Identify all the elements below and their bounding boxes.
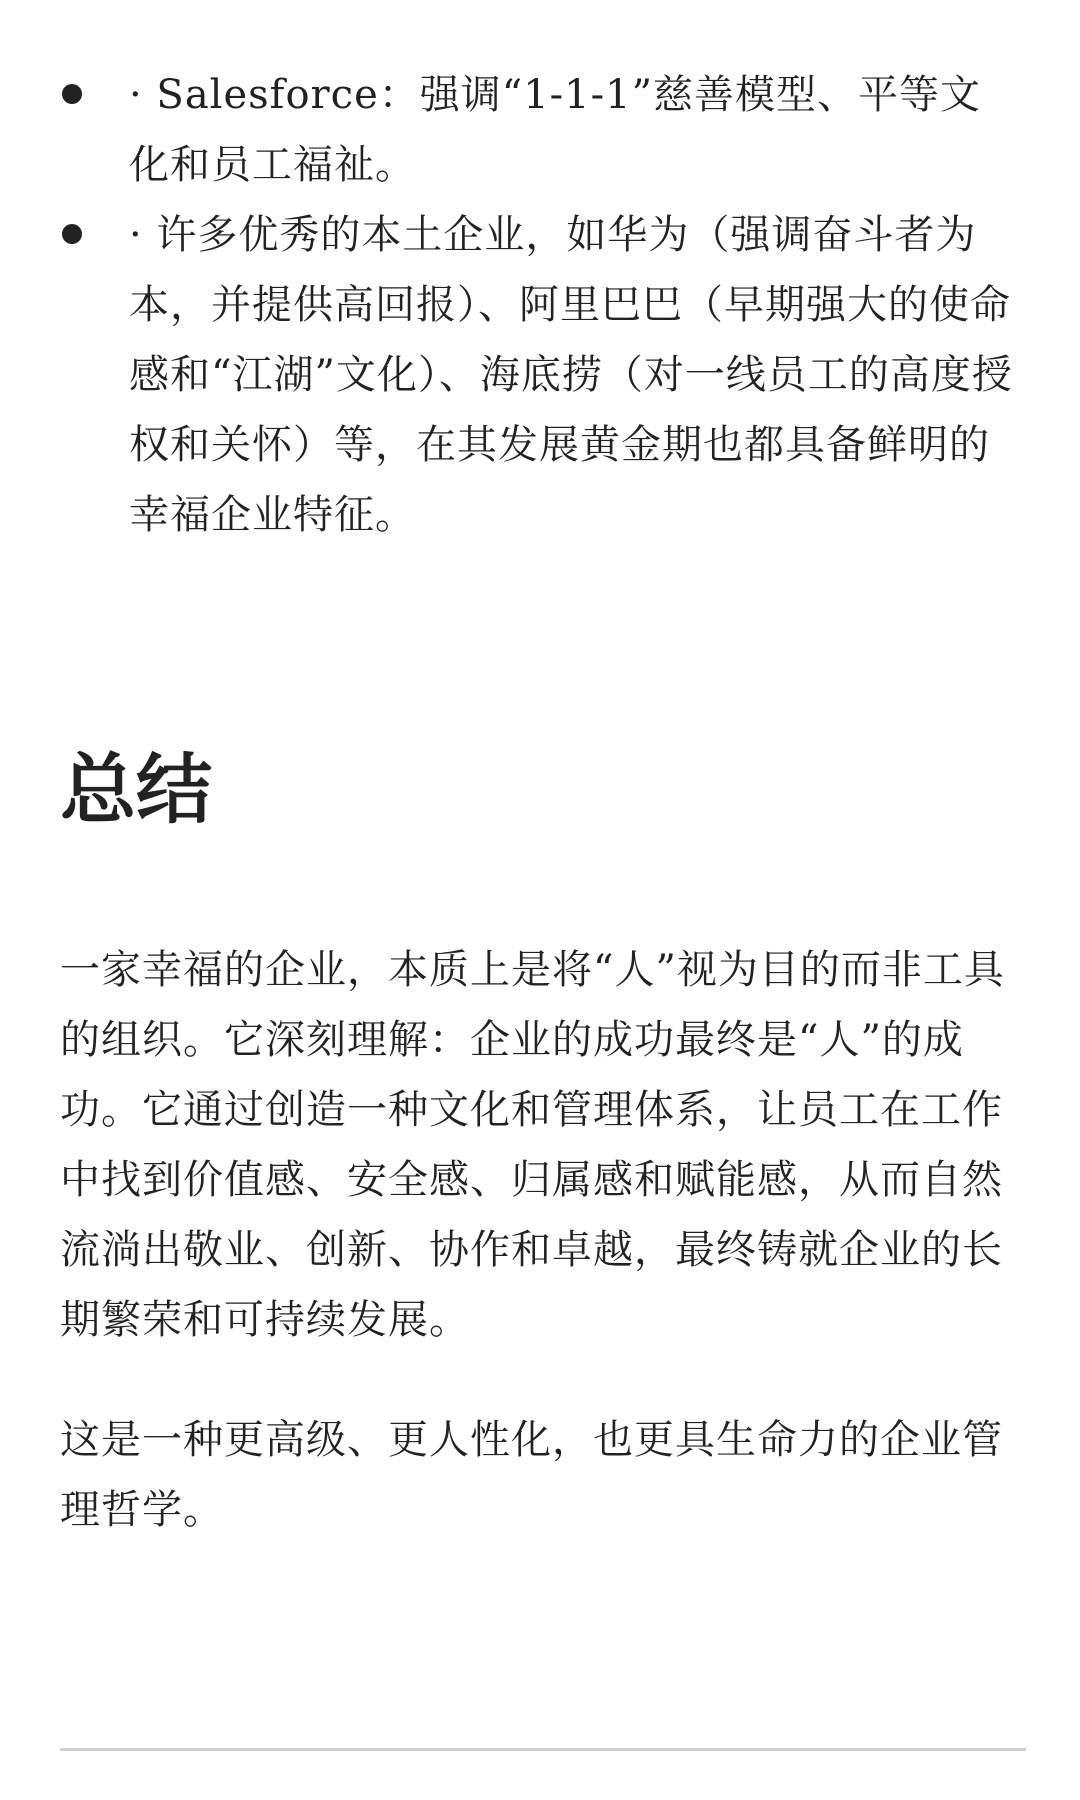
- section-title: 总结: [60, 745, 212, 834]
- bullet-dot-icon: [62, 84, 82, 104]
- summary-paragraph: 一家幸福的企业，本质上是将“人”视为目的而非工具的组织。它深刻理解：企业的成功最终是“人”的成功。它通过创造一种文化和管理体系，让员工在工作中找到价值感、安全感、归属感和赋能感，从而自然流淌出敬业、创新、协作和卓越，最终铸就企业的长期繁荣和可持续发展。: [60, 947, 1005, 1343]
- list-item-text: · 许多优秀的本土企业，如华为（强调奋斗者为本，并提供高回报）、阿里巴巴（早期强大的使命感和“江湖”文化）、海底捞（对一线员工的高度授权和关怀）等，在其发展黄金期也都具备鲜明的幸福企业特征。: [129, 212, 1013, 538]
- list-item-text: · Salesforce：强调“1-1-1”慈善模型、平等文化和员工福祉。: [129, 72, 982, 188]
- list-item: [60, 60, 1020, 200]
- divider: [60, 1748, 1026, 1751]
- list-item: [60, 200, 1020, 550]
- bullet-list: [60, 60, 1020, 550]
- bullet-dot-icon: [62, 224, 82, 244]
- summary-paragraph: 这是一种更高级、更人性化，也更具生命力的企业管理哲学。: [60, 1417, 1003, 1533]
